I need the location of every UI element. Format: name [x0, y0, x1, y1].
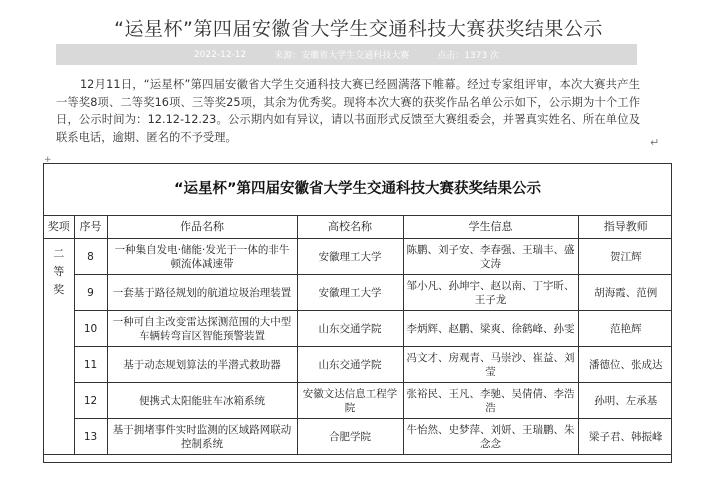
category-char: 二	[53, 247, 65, 260]
work-name: 一种可自主改变雷达探测范围的大中型车辆转弯盲区智能预警装置	[107, 311, 297, 347]
school-name: 安徽理工大学	[297, 239, 403, 275]
category-char: 奖	[53, 283, 65, 296]
work-name: 一种集自发电·储能·发光于一体的非牛顿流体减速带	[107, 239, 297, 275]
header-advisor: 指导教师	[578, 216, 672, 239]
work-name: 基于动态规划算法的半潜式救助器	[107, 347, 297, 383]
award-table-image	[43, 163, 672, 463]
advisor-name: 胡海霞、范例	[578, 275, 672, 311]
school-name: 安徽文达信息工程学院	[297, 383, 403, 419]
table-row	[44, 311, 672, 347]
header-work-name: 作品名称	[107, 216, 297, 239]
page-title: “运星杯”第四届安徽省大学生交通科技大赛获奖结果公示	[114, 18, 603, 40]
work-name: 便携式太阳能驻车冰箱系统	[107, 383, 297, 419]
header-number: 序号	[74, 216, 107, 239]
row-number: 8	[74, 239, 107, 275]
row-number: 12	[74, 383, 107, 419]
advisor-name: 贺江辉	[578, 239, 672, 275]
row-number: 9	[74, 275, 107, 311]
student-info: 陈鹏、刘子安、李春强、王瑞丰、盛文涛	[403, 239, 578, 275]
paragraph-return-mark: ↵	[650, 136, 660, 149]
article-paragraph: 12月11日，“运星杯”第四届安徽省大学生交通科技大赛已经圆满落下帷幕。经过专家组评审，本次大赛共产生一等奖8项、二等奖16项、三等奖25项，其余为优秀奖。现将本次大赛的获奖作品名单公示如下，公示期为十个工作日，公示时间为：12.12-12.23。公示期内如有异议，请以书面形式反馈至大赛组委会，并署真实姓名、所在单位及联系电话，逾期、匿名的不予受理。	[56, 78, 640, 144]
header-award: 奖项	[44, 216, 74, 239]
header-school: 高校名称	[297, 216, 403, 239]
work-name: 基于拥堵事件实时监测的区域路网联动控制系统	[107, 419, 297, 455]
award-table	[44, 215, 672, 455]
article-meta-bar	[56, 44, 637, 65]
student-info: 冯文才、房观青、马崇沙、崔益、刘莹	[403, 347, 578, 383]
table-row	[44, 275, 672, 311]
view-count: 点击：1373 次	[437, 51, 500, 61]
source-text: 来源：安徽省大学生交通科技大赛	[274, 51, 410, 61]
student-info: 牛怡然、史梦萍、刘妍、王瑞鹏、朱念念	[403, 419, 578, 455]
table-anchor-mark: +	[44, 155, 52, 165]
row-number: 10	[74, 311, 107, 347]
advisor-name: 潘德位、张成达	[578, 347, 672, 383]
advisor-name: 范艳辉	[578, 311, 672, 347]
school-name: 合肥学院	[297, 419, 403, 455]
row-number: 13	[74, 419, 107, 455]
publish-date: 2022-12-12	[193, 49, 247, 60]
student-info: 邹小凡、孙坤宇、赵以南、丁宇昕、王子龙	[403, 275, 578, 311]
advisor-name: 梁子君、韩振峰	[578, 419, 672, 455]
advisor-name: 孙明、左承基	[578, 383, 672, 419]
category-char: 等	[53, 265, 65, 278]
award-category-cell	[44, 239, 74, 455]
row-number: 11	[74, 347, 107, 383]
school-name: 安徽理工大学	[297, 275, 403, 311]
school-name: 山东交通学院	[297, 311, 403, 347]
work-name: 一套基于路径规划的航道垃圾治理装置	[107, 275, 297, 311]
school-name: 山东交通学院	[297, 347, 403, 383]
student-info: 张裕民、王凡、李驰、吴倩倩、李浩浩	[403, 383, 578, 419]
table-row	[44, 419, 672, 455]
table-row	[44, 239, 672, 275]
table-row	[44, 347, 672, 383]
student-info: 李炳辉、赵鹏、梁爽、徐鹤峰、孙雯	[403, 311, 578, 347]
table-title: “运星杯”第四届安徽省大学生交通科技大赛获奖结果公示	[173, 181, 542, 197]
header-students: 学生信息	[403, 216, 578, 239]
table-row	[44, 383, 672, 419]
table-header-row	[44, 216, 672, 239]
